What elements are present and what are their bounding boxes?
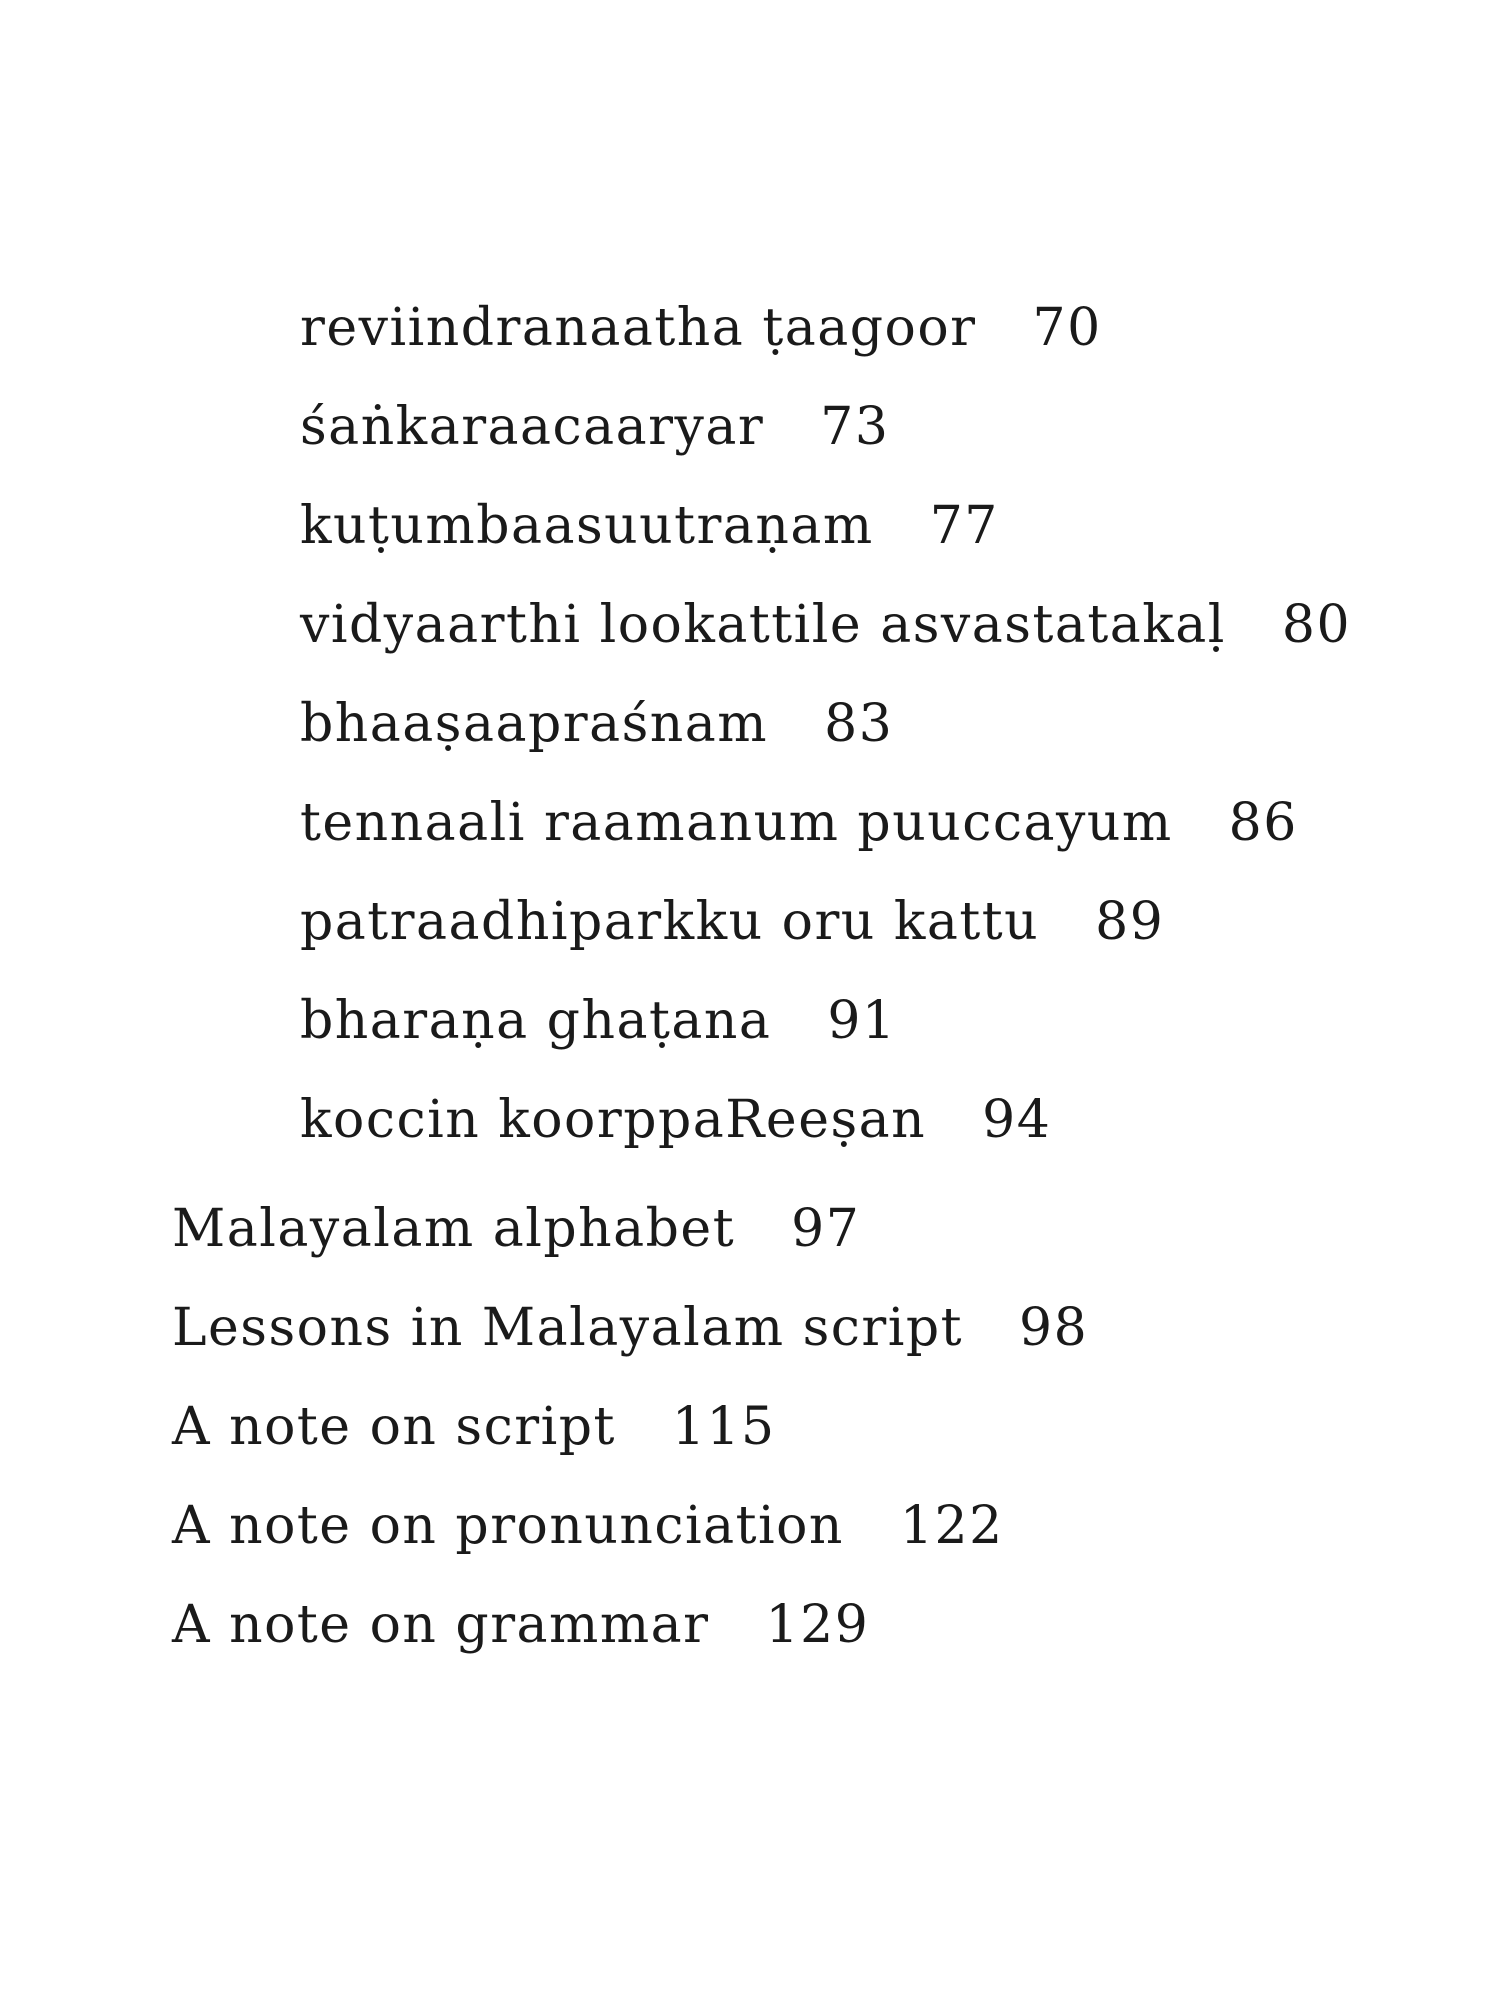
toc-entry-title: patraadhiparkku oru kattu	[300, 892, 1040, 952]
toc-entry	[0, 886, 1500, 985]
toc-entry	[0, 688, 1500, 787]
toc-entry	[0, 1193, 1500, 1292]
table-of-contents	[0, 292, 1500, 1688]
toc-entry-title: bhaaṣaapraśnam	[300, 694, 769, 754]
toc-entry-page-number: 115	[671, 1397, 776, 1457]
toc-entry	[0, 292, 1500, 391]
toc-entry-page-number: 91	[827, 991, 897, 1051]
toc-entry	[0, 1589, 1500, 1688]
toc-entry-page-number: 129	[765, 1595, 870, 1655]
toc-entry-page-number: 83	[824, 694, 894, 754]
toc-entry-title: reviindranaatha ṭaagoor	[300, 298, 977, 358]
toc-entry-title: koccin koorppaReeṣan	[300, 1090, 927, 1150]
toc-entry-title: A note on script	[172, 1397, 616, 1457]
toc-entry-title: Lessons in Malayalam script	[172, 1298, 964, 1358]
toc-entry	[0, 1292, 1500, 1391]
toc-entry	[0, 985, 1500, 1084]
toc-entry-page-number: 73	[820, 397, 890, 457]
toc-entry	[0, 1391, 1500, 1490]
toc-entry	[0, 589, 1500, 688]
toc-entry-page-number: 89	[1095, 892, 1165, 952]
toc-entry	[0, 1084, 1500, 1183]
toc-entry	[0, 490, 1500, 589]
toc-entry-title: A note on grammar	[172, 1595, 710, 1655]
toc-entry-title: vidyaarthi lookattile asvastatakaḷ	[300, 595, 1226, 655]
toc-entry	[0, 787, 1500, 886]
toc-entry-page-number: 80	[1281, 595, 1352, 655]
toc-entry-title: bharaṇa ghaṭana	[300, 991, 772, 1051]
toc-entry	[0, 1490, 1500, 1589]
toc-entry-title: Malayalam alphabet	[172, 1199, 736, 1259]
toc-entry-title: A note on pronunciation	[172, 1496, 844, 1556]
toc-entry	[0, 391, 1500, 490]
toc-entry-page-number: 86	[1228, 793, 1298, 853]
toc-entry-page-number: 94	[982, 1090, 1052, 1150]
toc-entry-page-number: 97	[791, 1199, 861, 1259]
toc-entry-title: tennaali raamanum puuccayum	[300, 793, 1173, 853]
toc-entry-page-number: 77	[929, 496, 999, 556]
toc-entry-page-number: 70	[1032, 298, 1102, 358]
toc-entry-title: śaṅkaraacaaryar	[300, 397, 765, 457]
toc-entry-page-number: 98	[1019, 1298, 1089, 1358]
toc-entry-title: kuṭumbaasuutraṇam	[300, 496, 874, 556]
toc-entry-page-number: 122	[899, 1496, 1004, 1556]
